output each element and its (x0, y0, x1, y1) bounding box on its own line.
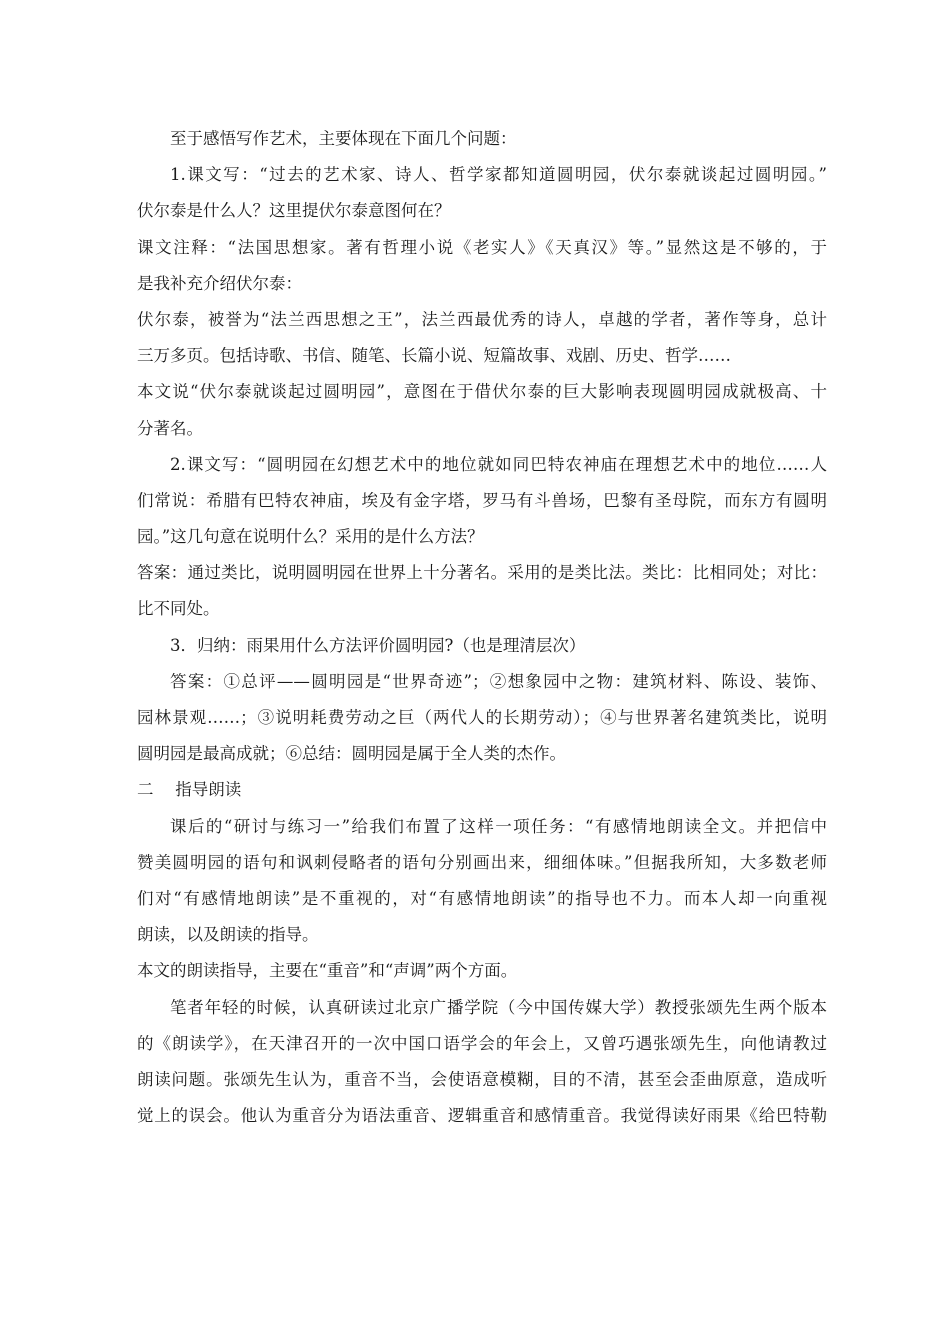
text-line: 伏尔泰是什么人？这里提伏尔泰意图何在？ (137, 201, 451, 221)
text-line: 园林景观……；③说明耗费劳动之巨（两代人的长期劳动）；④与世界著名建筑类比，说明 (137, 708, 827, 727)
text-line: 本文的朗读指导，主要在“重音”和“声调”两个方面。 (137, 961, 518, 981)
text-line: 笔者年轻的时候，认真研读过北京广播学院（今中国传媒大学）教授张颂先生两个版本 (170, 997, 827, 1017)
text-line: 的《朗读学》，在天津召开的一次中国口语学会的年会上，又曾巧遇张颂先生，向他请教过 (137, 1033, 827, 1053)
text-line: 赞美圆明园的语句和讽刺侵略者的语句分别画出来，细细体味。”但据我所知，大多数老师 (137, 852, 827, 872)
text-line: 比不同处。 (137, 599, 220, 619)
text-line: 朗读，以及朗读的指导。 (137, 925, 319, 945)
text-line: 课文注释：“法国思想家。著有哲理小说《老实人》《天真汉》等。”显然这是不够的，于 (137, 237, 827, 257)
text-line: 觉上的误会。他认为重音分为语法重音、逻辑重音和感情重音。我觉得读好雨果《给巴特勒 (137, 1106, 827, 1126)
text-line: 是我补充介绍伏尔泰： (137, 273, 302, 293)
text-line: 伏尔泰，被誉为“法兰西思想之王”，法兰西最优秀的诗人，卓越的学者，著作等身，总计 (137, 309, 827, 329)
text-line: 三万多页。包括诗歌、书信、随笔、长篇小说、短篇故事、戏剧、历史、哲学…… (137, 346, 731, 366)
text-line: 二 指导朗读 (137, 780, 242, 800)
text-line: 园。”这几句意在说明什么？采用的是什么方法？ (137, 527, 484, 547)
text-line: 们对“有感情地朗读”是不重视的，对“有感情地朗读”的指导也不力。而本人却一向重视 (137, 888, 827, 908)
text-line: 本文说“伏尔泰就谈起过圆明园”，意图在于借伏尔泰的巨大影响表现圆明园成就极高、十 (137, 382, 827, 402)
text-line: 课后的“研讨与练习一”给我们布置了这样一项任务：“有感情地朗读全文。并把信中 (170, 816, 827, 836)
text-line: 朗读问题。张颂先生认为，重音不当，会使语意模糊，目的不清，甚至会歪曲原意，造成听 (137, 1069, 827, 1089)
text-line: 答案：①总评——圆明园是“世界奇迹”；②想象园中之物：建筑材料、陈设、装饰、 (170, 671, 827, 691)
text-line: 1.课文写：“过去的艺术家、诗人、哲学家都知道圆明园，伏尔泰就谈起过圆明园。” (170, 165, 827, 185)
text-line: 们常说：希腊有巴特农神庙，埃及有金字塔，罗马有斗兽场，巴黎有圣母院，而东方有圆明 (137, 490, 827, 510)
document-body (137, 121, 827, 1134)
text-line: 分著名。 (137, 418, 203, 438)
text-line: 圆明园是最高成就；⑥总结：圆明园是属于全人类的杰作。 (137, 744, 566, 764)
text-line: 答案：通过类比，说明圆明园在世界上十分著名。采用的是类比法。类比：比相同处；对比： (137, 563, 827, 583)
text-line: 至于感悟写作艺术，主要体现在下面几个问题： (170, 129, 517, 148)
text-line: 3．归纳：雨果用什么方法评价圆明园?（也是理清层次） (170, 635, 586, 655)
text-line: 2.课文写：“圆明园在幻想艺术中的地位就如同巴特农神庙在理想艺术中的地位……人 (170, 454, 827, 474)
